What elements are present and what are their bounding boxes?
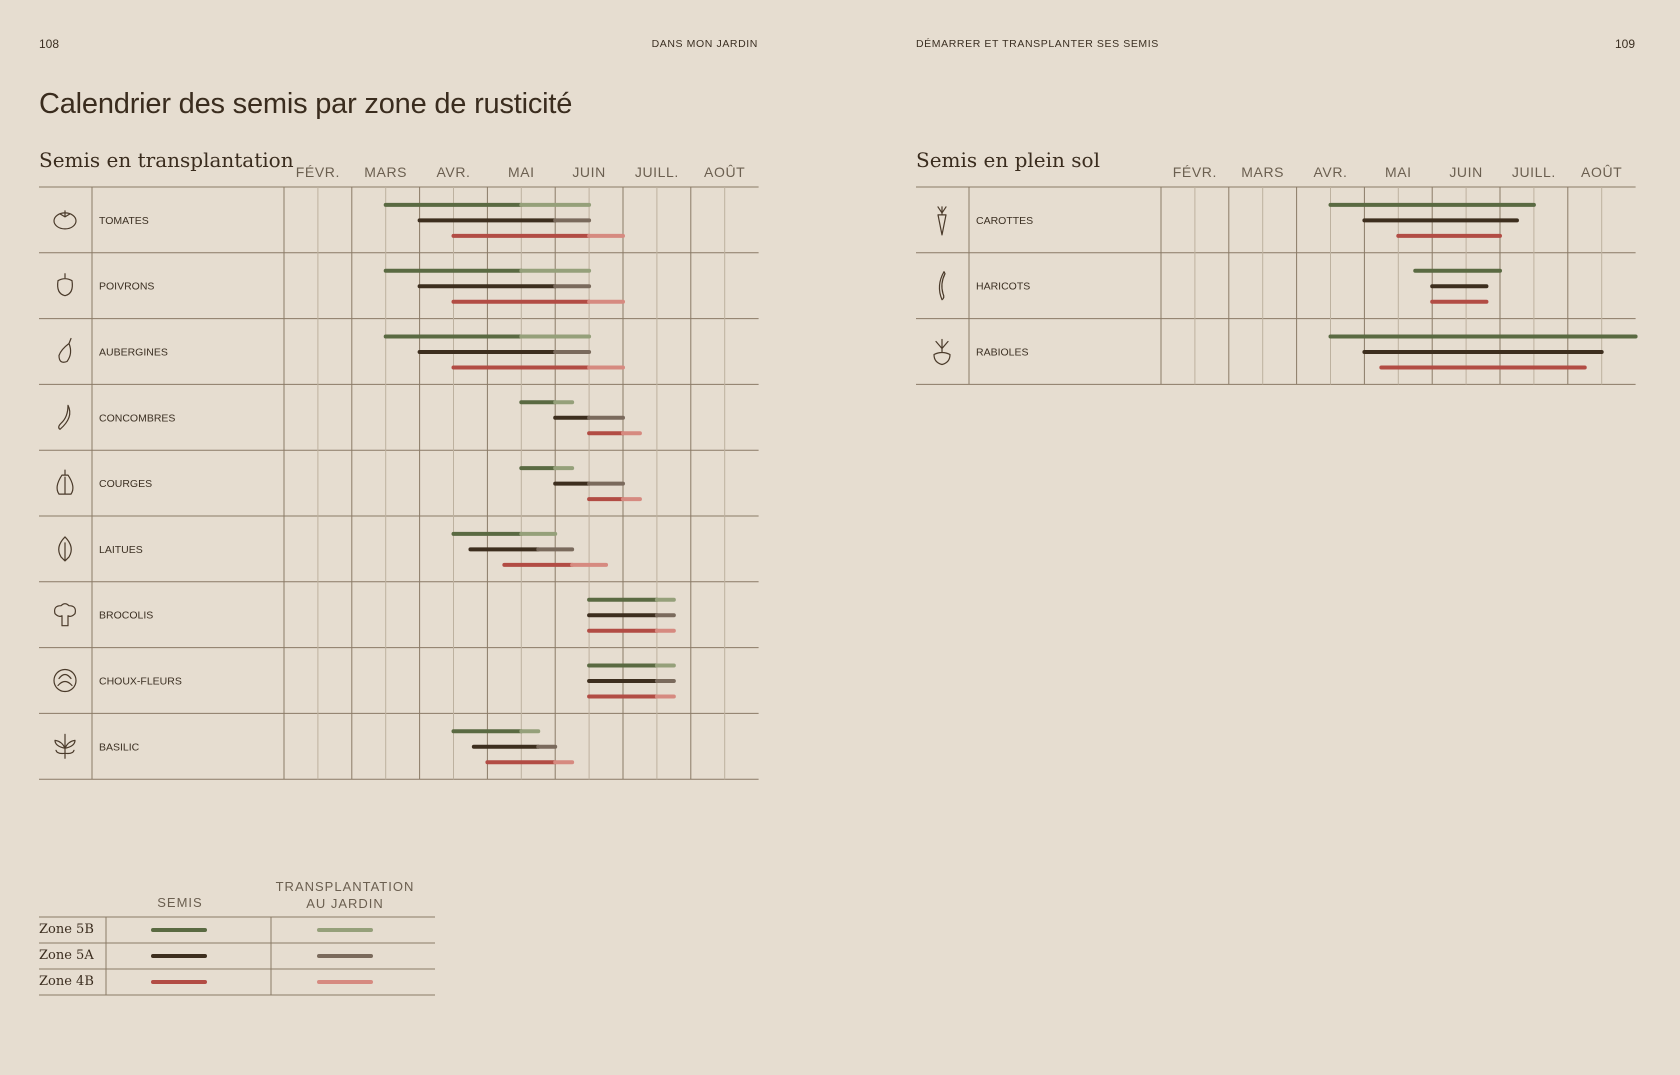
running-head-left: DANS MON JARDIN xyxy=(651,38,758,50)
crop-label: CAROTTES xyxy=(976,214,1034,227)
crop-label: AUBERGINES xyxy=(99,346,168,359)
month-label: FÉVR. xyxy=(1172,164,1218,180)
page-title: Calendrier des semis par zone de rusticité xyxy=(39,88,573,120)
month-label: MARS xyxy=(1241,164,1285,180)
month-label: JUILL. xyxy=(1511,164,1556,180)
crop-label: LAITUES xyxy=(99,543,143,556)
crop-label: HARICOTS xyxy=(976,280,1031,293)
month-label: AOÛT xyxy=(1581,164,1623,180)
month-label: MAI xyxy=(1384,164,1412,180)
eggplant-icon xyxy=(59,339,71,363)
cucumber-icon xyxy=(59,405,70,429)
legend-zone-5b: Zone 5B xyxy=(39,922,94,937)
crop-label: CONCOMBRES xyxy=(99,412,176,425)
legend-header-semis: SEMIS xyxy=(157,895,203,910)
month-label: AOÛT xyxy=(704,164,746,180)
month-label: JUILL. xyxy=(634,164,679,180)
turnip-icon xyxy=(934,340,950,365)
chart-title-plein-sol: Semis en plein sol xyxy=(916,148,1100,172)
pepper-icon xyxy=(58,274,73,296)
carrot-icon xyxy=(938,207,946,235)
cauliflower-icon xyxy=(54,670,76,692)
month-label: AVR. xyxy=(436,164,471,180)
bean-icon xyxy=(939,272,945,300)
page-number-right: 109 xyxy=(1614,37,1635,51)
crop-label: BROCOLIS xyxy=(99,609,154,622)
chart-title-transplant: Semis en transplantation xyxy=(39,148,294,172)
legend-zone-4b: Zone 4B xyxy=(39,974,94,989)
legend-header-transplant-line1: TRANSPLANTATION xyxy=(275,879,415,894)
crop-label: TOMATES xyxy=(99,214,149,227)
legend-header-transplant xyxy=(270,878,420,912)
legend-zone-5a: Zone 5A xyxy=(39,948,94,963)
running-head-right: DÉMARRER ET TRANSPLANTER SES SEMIS xyxy=(916,38,1159,50)
crop-label: POIVRONS xyxy=(99,280,155,293)
crop-label: RABIOLES xyxy=(976,346,1029,359)
month-label: FÉVR. xyxy=(295,164,341,180)
month-label: AVR. xyxy=(1313,164,1348,180)
crop-label: BASILIC xyxy=(99,741,140,754)
month-label: JUIN xyxy=(1449,164,1483,180)
crop-label: CHOUX-FLEURS xyxy=(99,675,182,688)
broccoli-icon xyxy=(55,604,76,626)
tomato-icon xyxy=(54,211,76,229)
squash-icon xyxy=(57,470,73,494)
crop-label: COURGES xyxy=(99,478,153,491)
basil-icon xyxy=(55,734,75,758)
page-number-left: 108 xyxy=(39,37,60,51)
month-label: JUIN xyxy=(572,164,606,180)
legend-header-transplant-line2: AU JARDIN xyxy=(306,896,384,911)
lettuce-icon xyxy=(59,537,72,561)
month-label: MARS xyxy=(364,164,408,180)
month-label: MAI xyxy=(507,164,535,180)
